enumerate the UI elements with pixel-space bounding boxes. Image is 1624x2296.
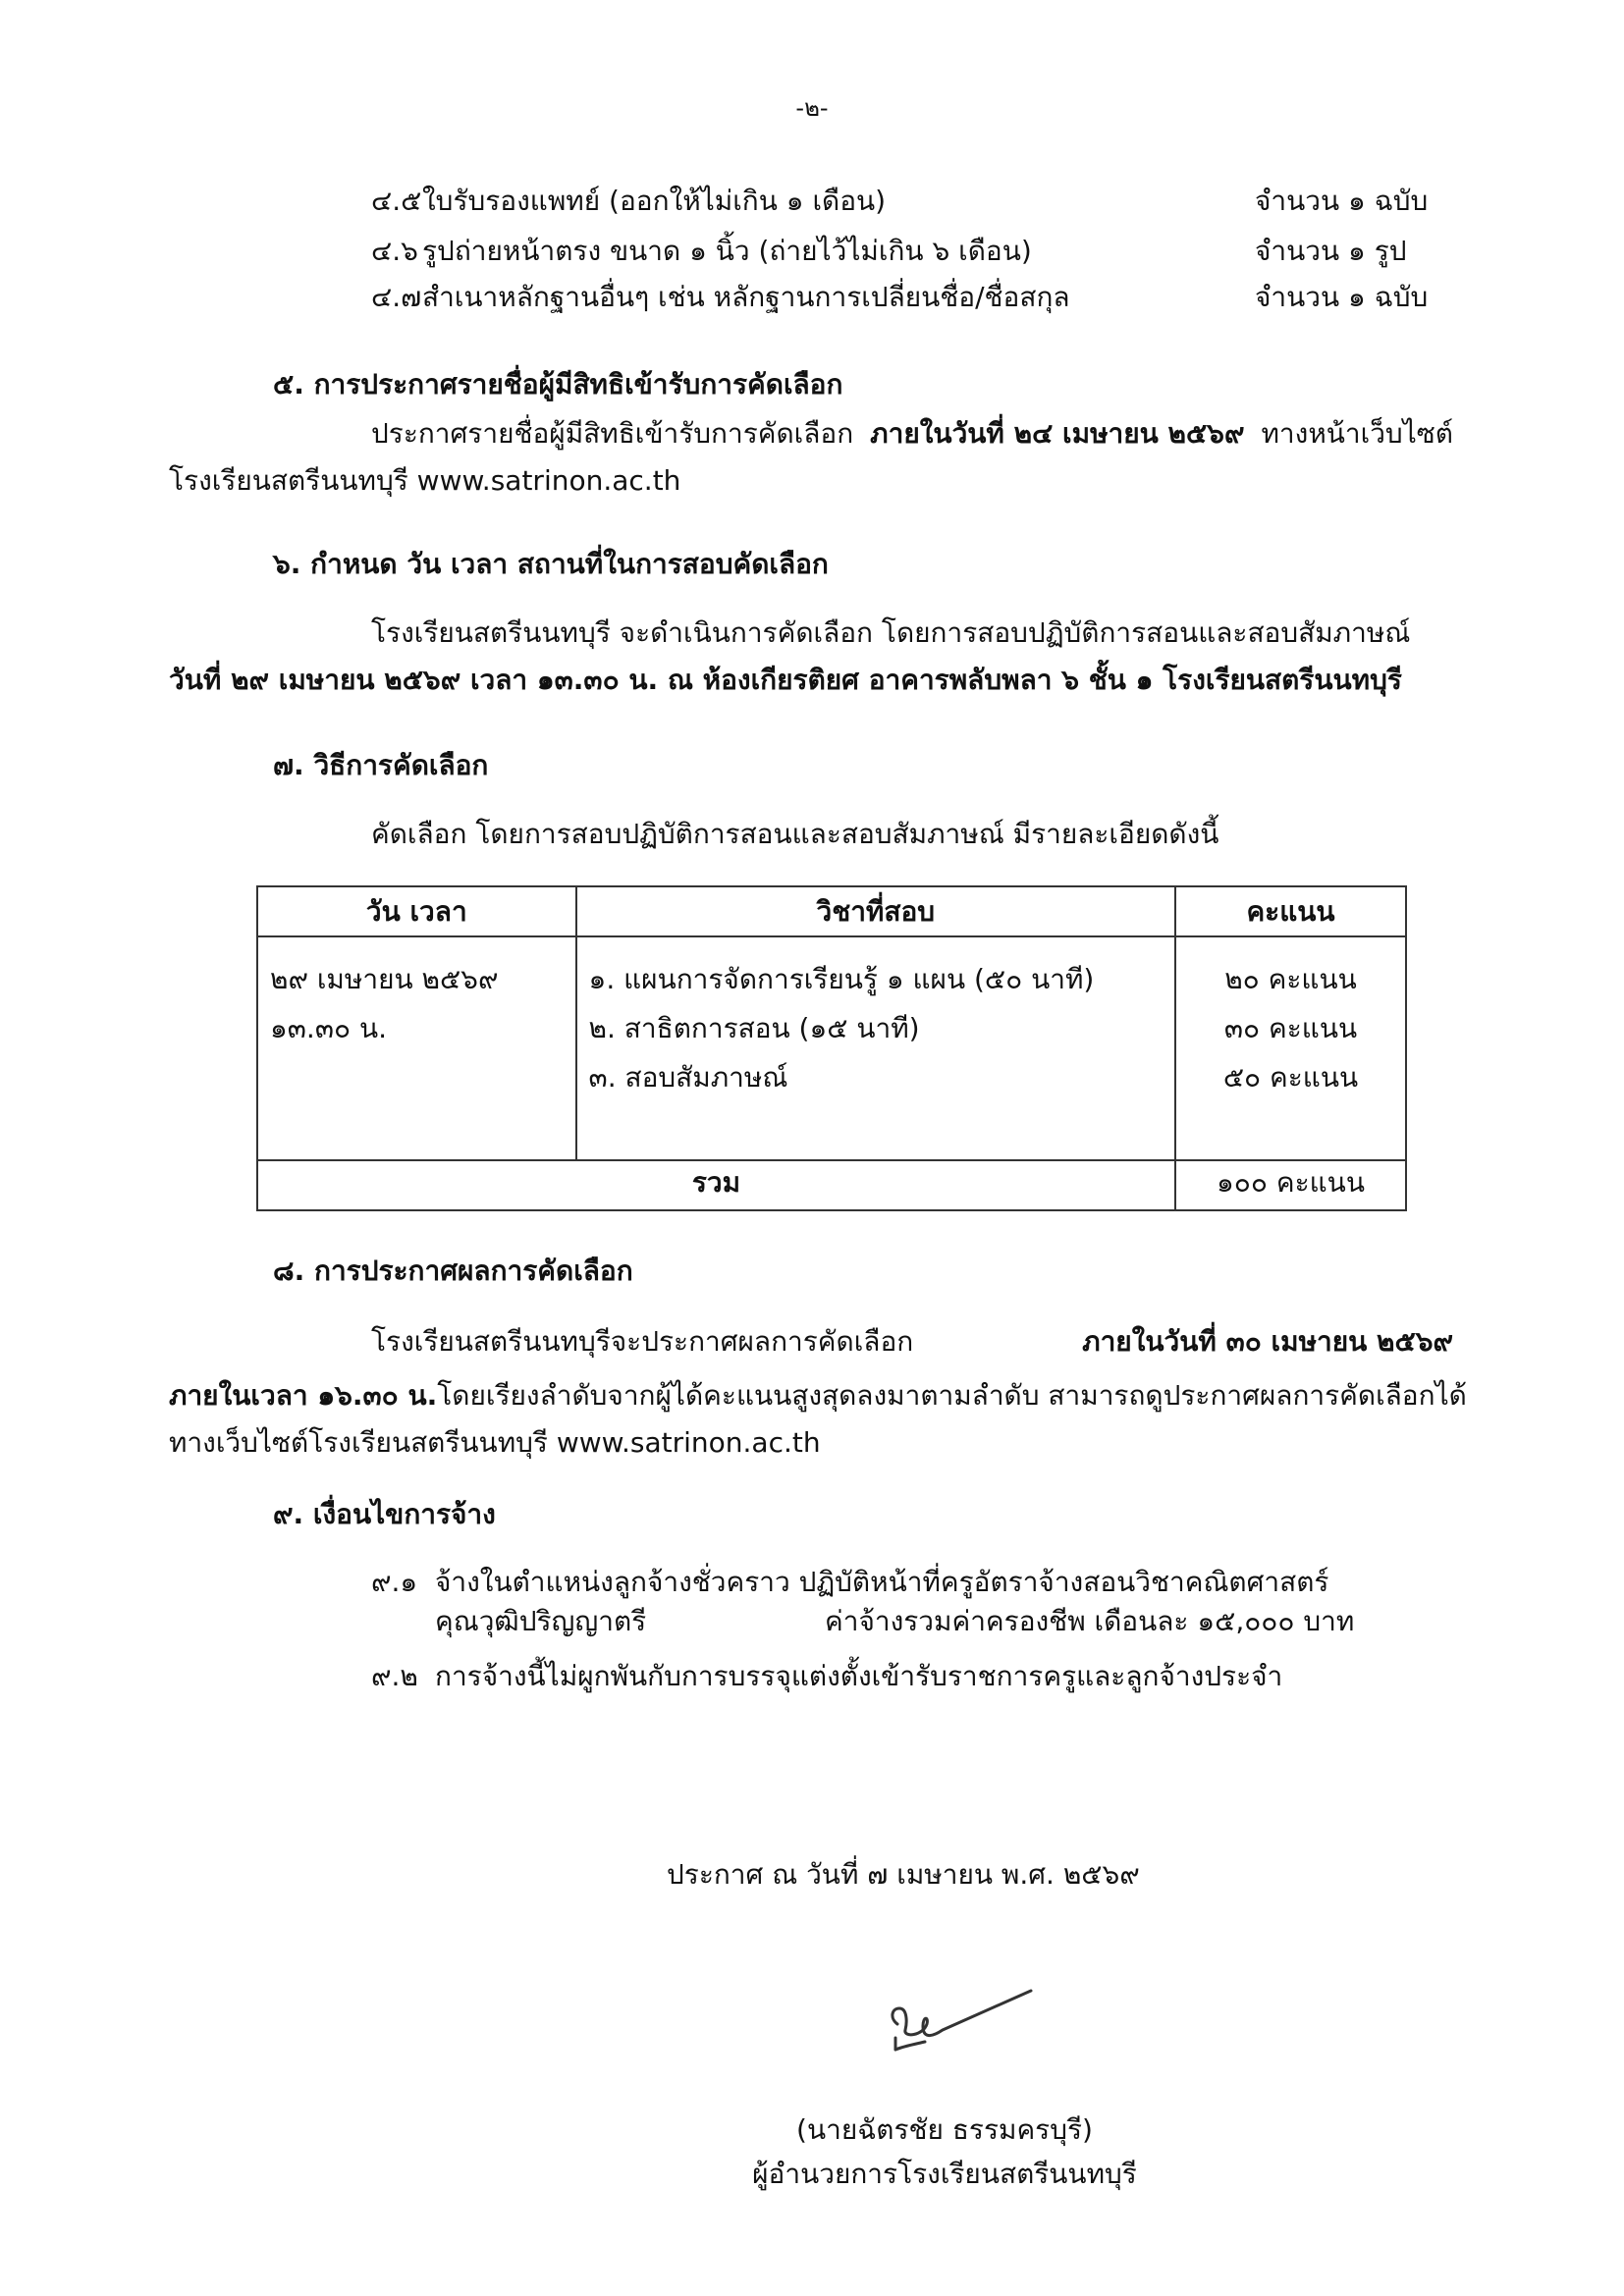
exam-time: ๑๓.๓๐ น. [270,1012,387,1044]
section-8-time: ภายในเวลา ๑๖.๓๐ น. [169,1379,438,1412]
table-header-row [257,886,1406,936]
exam-schedule-table [256,885,1407,1211]
section-6-heading: ๖. กำหนด วัน เวลา สถานที่ในการสอบคัดเลือก [273,548,829,580]
subject-item: ๒. สาธิตการสอน (๑๕ นาที) [588,1012,920,1044]
signer-name: (นายฉัตรชัย ธรรมครบุรี) [796,2113,1093,2146]
section-8-text-2: โดยเรียงลำดับจากผู้ได้คะแนนสูงสุดลงมาตามลำดับ สามารถดูประกาศผลการคัดเลือกได้ [437,1379,1467,1412]
announcement-date: ประกาศ ณ วันที่ ๗ เมษายน พ.ศ. ๒๕๖๙ [667,1858,1140,1891]
score-item: ๓๐ คะแนน [1223,1012,1358,1044]
section-5-text: ประกาศรายชื่อผู้มีสิทธิเข้ารับการคัดเลือก [371,417,854,450]
condition-9-1-salary: ค่าจ้างรวมค่าครองชีพ เดือนละ ๑๕,๐๐๐ บาท [825,1605,1355,1637]
column-header-datetime: วัน เวลา [257,886,576,936]
condition-9-2-number: ๙.๒ [371,1660,418,1692]
section-7-heading: ๗. วิธีการคัดเลือก [273,749,489,781]
list-item-quantity: จำนวน ๑ ฉบับ [1255,185,1429,217]
section-8-text: โรงเรียนสตรีนนทบุรีจะประกาศผลการคัดเลือก [371,1325,914,1358]
subject-item: ๑. แผนการจัดการเรียนรู้ ๑ แผน (๕๐ นาที) [588,963,1095,995]
score-item: ๒๐ คะแนน [1224,963,1357,995]
section-5-deadline: ภายในวันที่ ๒๔ เมษายน ๒๕๖๙ [870,417,1245,450]
column-header-score: คะแนน [1175,886,1406,936]
section-5-text-end: ทางหน้าเว็บไซต์ [1261,417,1453,450]
section-5-paragraph-line-1 [371,414,1453,454]
signature-icon [884,1973,1060,2071]
list-item-no: ๔.๗ [371,281,422,313]
page-number: -๒- [795,94,829,122]
exam-date: ๒๙ เมษายน ๒๕๖๙ [270,963,499,995]
list-item-text: รูปถ่ายหน้าตรง ขนาด ๑ นิ้ว (ถ่ายไว้ไม่เกิน ๖ เดือน) [422,235,1032,267]
table-total-row [257,1160,1406,1210]
score-item: ๕๐ คะแนน [1222,1061,1359,1094]
section-8-website: ทางเว็บไซต์โรงเรียนสตรีนนทบุรี www.satrinon.ac.th [169,1426,821,1459]
condition-9-1-number: ๙.๑ [371,1566,418,1598]
list-item-quantity: จำนวน ๑ ฉบับ [1255,281,1429,313]
section-8-deadline: ภายในวันที่ ๓๐ เมษายน ๒๕๖๙ [1082,1325,1453,1358]
section-8-paragraph-line-2 [169,1376,1467,1415]
subject-item: ๓. สอบสัมภาษณ์ [588,1061,788,1094]
section-6-paragraph-line-1: โรงเรียนสตรีนนทบุรี จะดำเนินการคัดเลือก โดยการสอบปฏิบัติการสอนและสอบสัมภาษณ์ [371,616,1411,649]
list-item-no: ๔.๕ [371,185,422,217]
subjects-cell [576,936,1175,1160]
list-item-no: ๔.๖ [371,235,418,267]
condition-9-2-text: การจ้างนี้ไม่ผูกพันกับการบรรจุแต่งตั้งเข้ารับราชการครูและลูกจ้างประจำ [435,1660,1283,1692]
condition-9-1-qualification: คุณวุฒิปริญญาตรี [435,1605,647,1637]
section-5-heading: ๕. การประกาศรายชื่อผู้มีสิทธิเข้ารับการคัดเลือก [273,368,843,400]
scores-cell [1175,936,1406,1160]
column-header-subject: วิชาที่สอบ [576,886,1175,936]
section-8-paragraph-line-1 [371,1322,1453,1362]
datetime-cell [257,936,576,1160]
section-7-intro: คัดเลือก โดยการสอบปฏิบัติการสอนและสอบสัมภาษณ์ มีรายละเอียดดังนี้ [371,818,1219,850]
signer-title: ผู้อำนวยการโรงเรียนสตรีนนทบุรี [752,2158,1137,2190]
list-item-text: สำเนาหลักฐานอื่นๆ เช่น หลักฐานการเปลี่ยนชื่อ/ชื่อสกุล [422,281,1070,313]
total-label: รวม [257,1160,1175,1210]
list-item-text: ใบรับรองแพทย์ (ออกให้ไม่เกิน ๑ เดือน) [422,185,887,217]
total-score: ๑๐๐ คะแนน [1175,1160,1406,1210]
section-8-heading: ๘. การประกาศผลการคัดเลือก [273,1255,633,1287]
section-6-exam-venue: วันที่ ๒๙ เมษายน ๒๕๖๙ เวลา ๑๓.๓๐ น. ณ ห้องเกียรติยศ อาคารพลับพลา ๖ ชั้น ๑ โรงเรียนสตรีนนทบุรี [169,664,1402,696]
section-5-website: โรงเรียนสตรีนนทบุรี www.satrinon.ac.th [169,464,681,497]
list-item-quantity: จำนวน ๑ รูป [1255,235,1407,267]
condition-9-1-text: จ้างในตำแหน่งลูกจ้างชั่วคราว ปฏิบัติหน้าที่ครูอัตราจ้างสอนวิชาคณิตศาสตร์ [435,1566,1329,1598]
table-row [257,936,1406,1160]
section-9-heading: ๙. เงื่อนไขการจ้าง [273,1498,496,1530]
